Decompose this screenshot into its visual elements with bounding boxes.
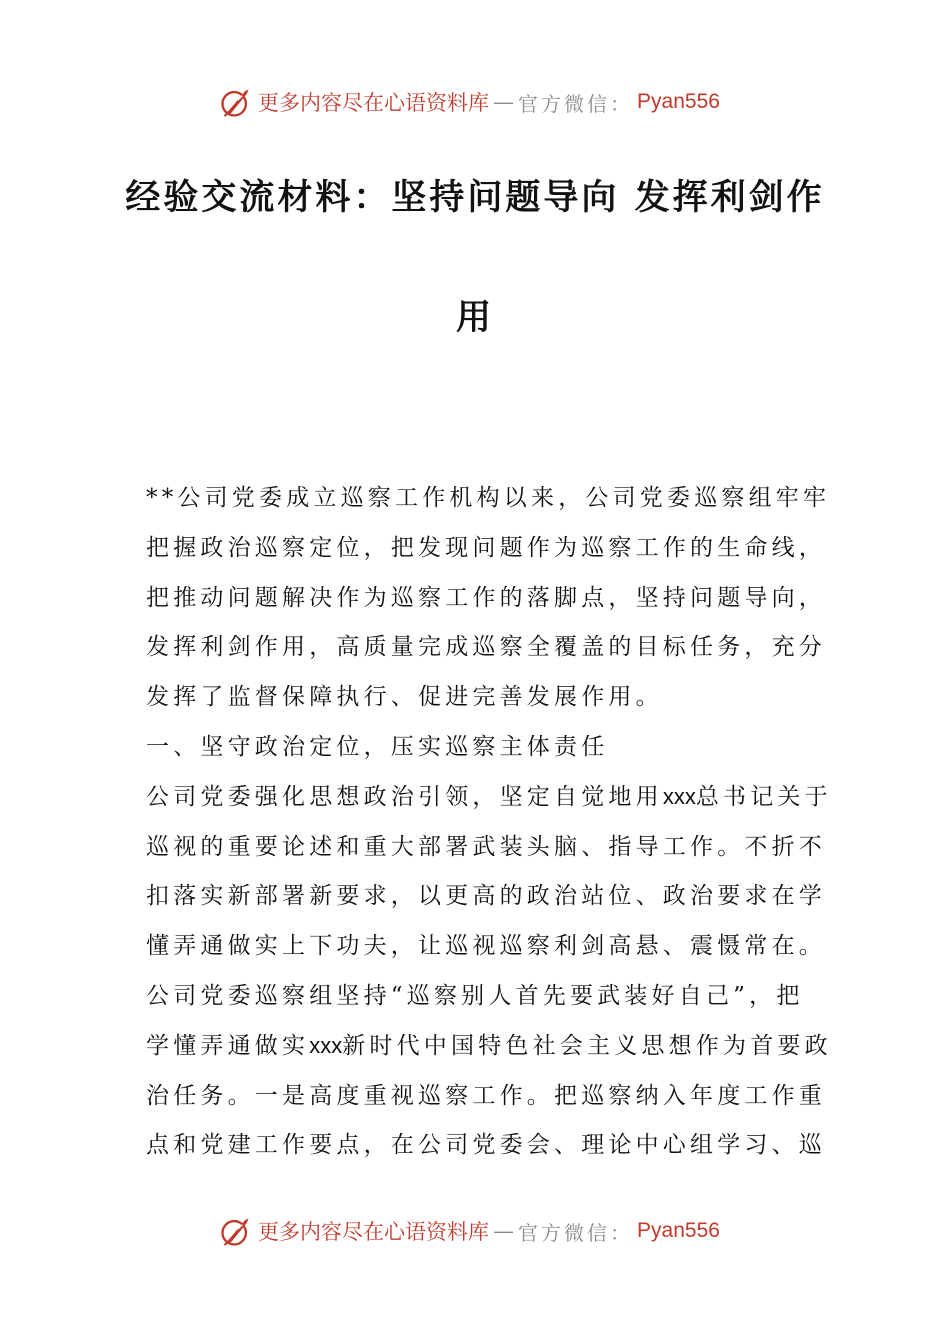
watermark-wechat-id: Pyan556 bbox=[637, 90, 720, 113]
watermark-content bbox=[218, 1213, 720, 1249]
body-line: 公司党委强化思想政治引领，坚定自觉地用xxx总书记关于 bbox=[146, 783, 832, 810]
watermark-wechat-id: Pyan556 bbox=[637, 1219, 720, 1242]
quill-pen-logo-icon bbox=[218, 1213, 254, 1249]
quill-pen-logo-icon bbox=[218, 84, 254, 120]
latin-run: xxx bbox=[309, 1032, 343, 1058]
latin-run: xxx bbox=[662, 783, 696, 809]
document-title-line-2: 用 bbox=[455, 298, 494, 338]
body-line: **公司党委成立巡察工作机构以来，公司党委巡察组牢牢 bbox=[146, 485, 831, 511]
body-line: 巡视的重要论述和重大部署武装头脑、指导工作。不折不 bbox=[146, 833, 826, 860]
watermark-content bbox=[218, 84, 720, 120]
header-watermark bbox=[0, 82, 950, 122]
document-title-line-1: 经验交流材料：坚持问题导向 发挥利剑作 bbox=[125, 178, 825, 218]
body-line: 把推动问题解决作为巡察工作的落脚点，坚持问题导向， bbox=[146, 584, 826, 611]
watermark-wechat-label: 官方微信： bbox=[518, 1220, 634, 1245]
body-line: 学懂弄通做实xxx新时代中国特色社会主义思想作为首要政 bbox=[146, 1032, 832, 1059]
body-line: 点和党建工作要点，在公司党委会、理论中心组学习、巡 bbox=[146, 1132, 826, 1159]
watermark-wechat-label: 官方微信： bbox=[518, 91, 634, 116]
watermark-dash: — bbox=[493, 1219, 515, 1243]
body-line: 发挥了监督保障执行、促进完善发展作用。 bbox=[146, 684, 663, 711]
watermark-site-name: 更多内容尽在心语资料库 bbox=[258, 1220, 490, 1244]
watermark-dash: — bbox=[493, 90, 515, 114]
document-body bbox=[146, 478, 832, 1175]
body-line: 懂弄通做实上下功夫，让巡视巡察利剑高悬、震慑常在。 bbox=[146, 933, 826, 960]
watermark-site-name: 更多内容尽在心语资料库 bbox=[258, 91, 490, 115]
body-line: 把握政治巡察定位，把发现问题作为巡察工作的生命线， bbox=[146, 534, 826, 561]
body-line: 扣落实新部署新要求，以更高的政治站位、政治要求在学 bbox=[146, 883, 826, 910]
body-line: 发挥利剑作用，高质量完成巡察全覆盖的目标任务，充分 bbox=[146, 634, 826, 661]
body-line: 治任务。一是高度重视巡察工作。把巡察纳入年度工作重 bbox=[146, 1082, 826, 1109]
body-line: 公司党委巡察组坚持“巡察别人首先要武装好自己”，把 bbox=[146, 982, 804, 1009]
footer-watermark bbox=[0, 1211, 950, 1251]
section-heading: 一、坚守政治定位，压实巡察主体责任 bbox=[146, 733, 609, 760]
